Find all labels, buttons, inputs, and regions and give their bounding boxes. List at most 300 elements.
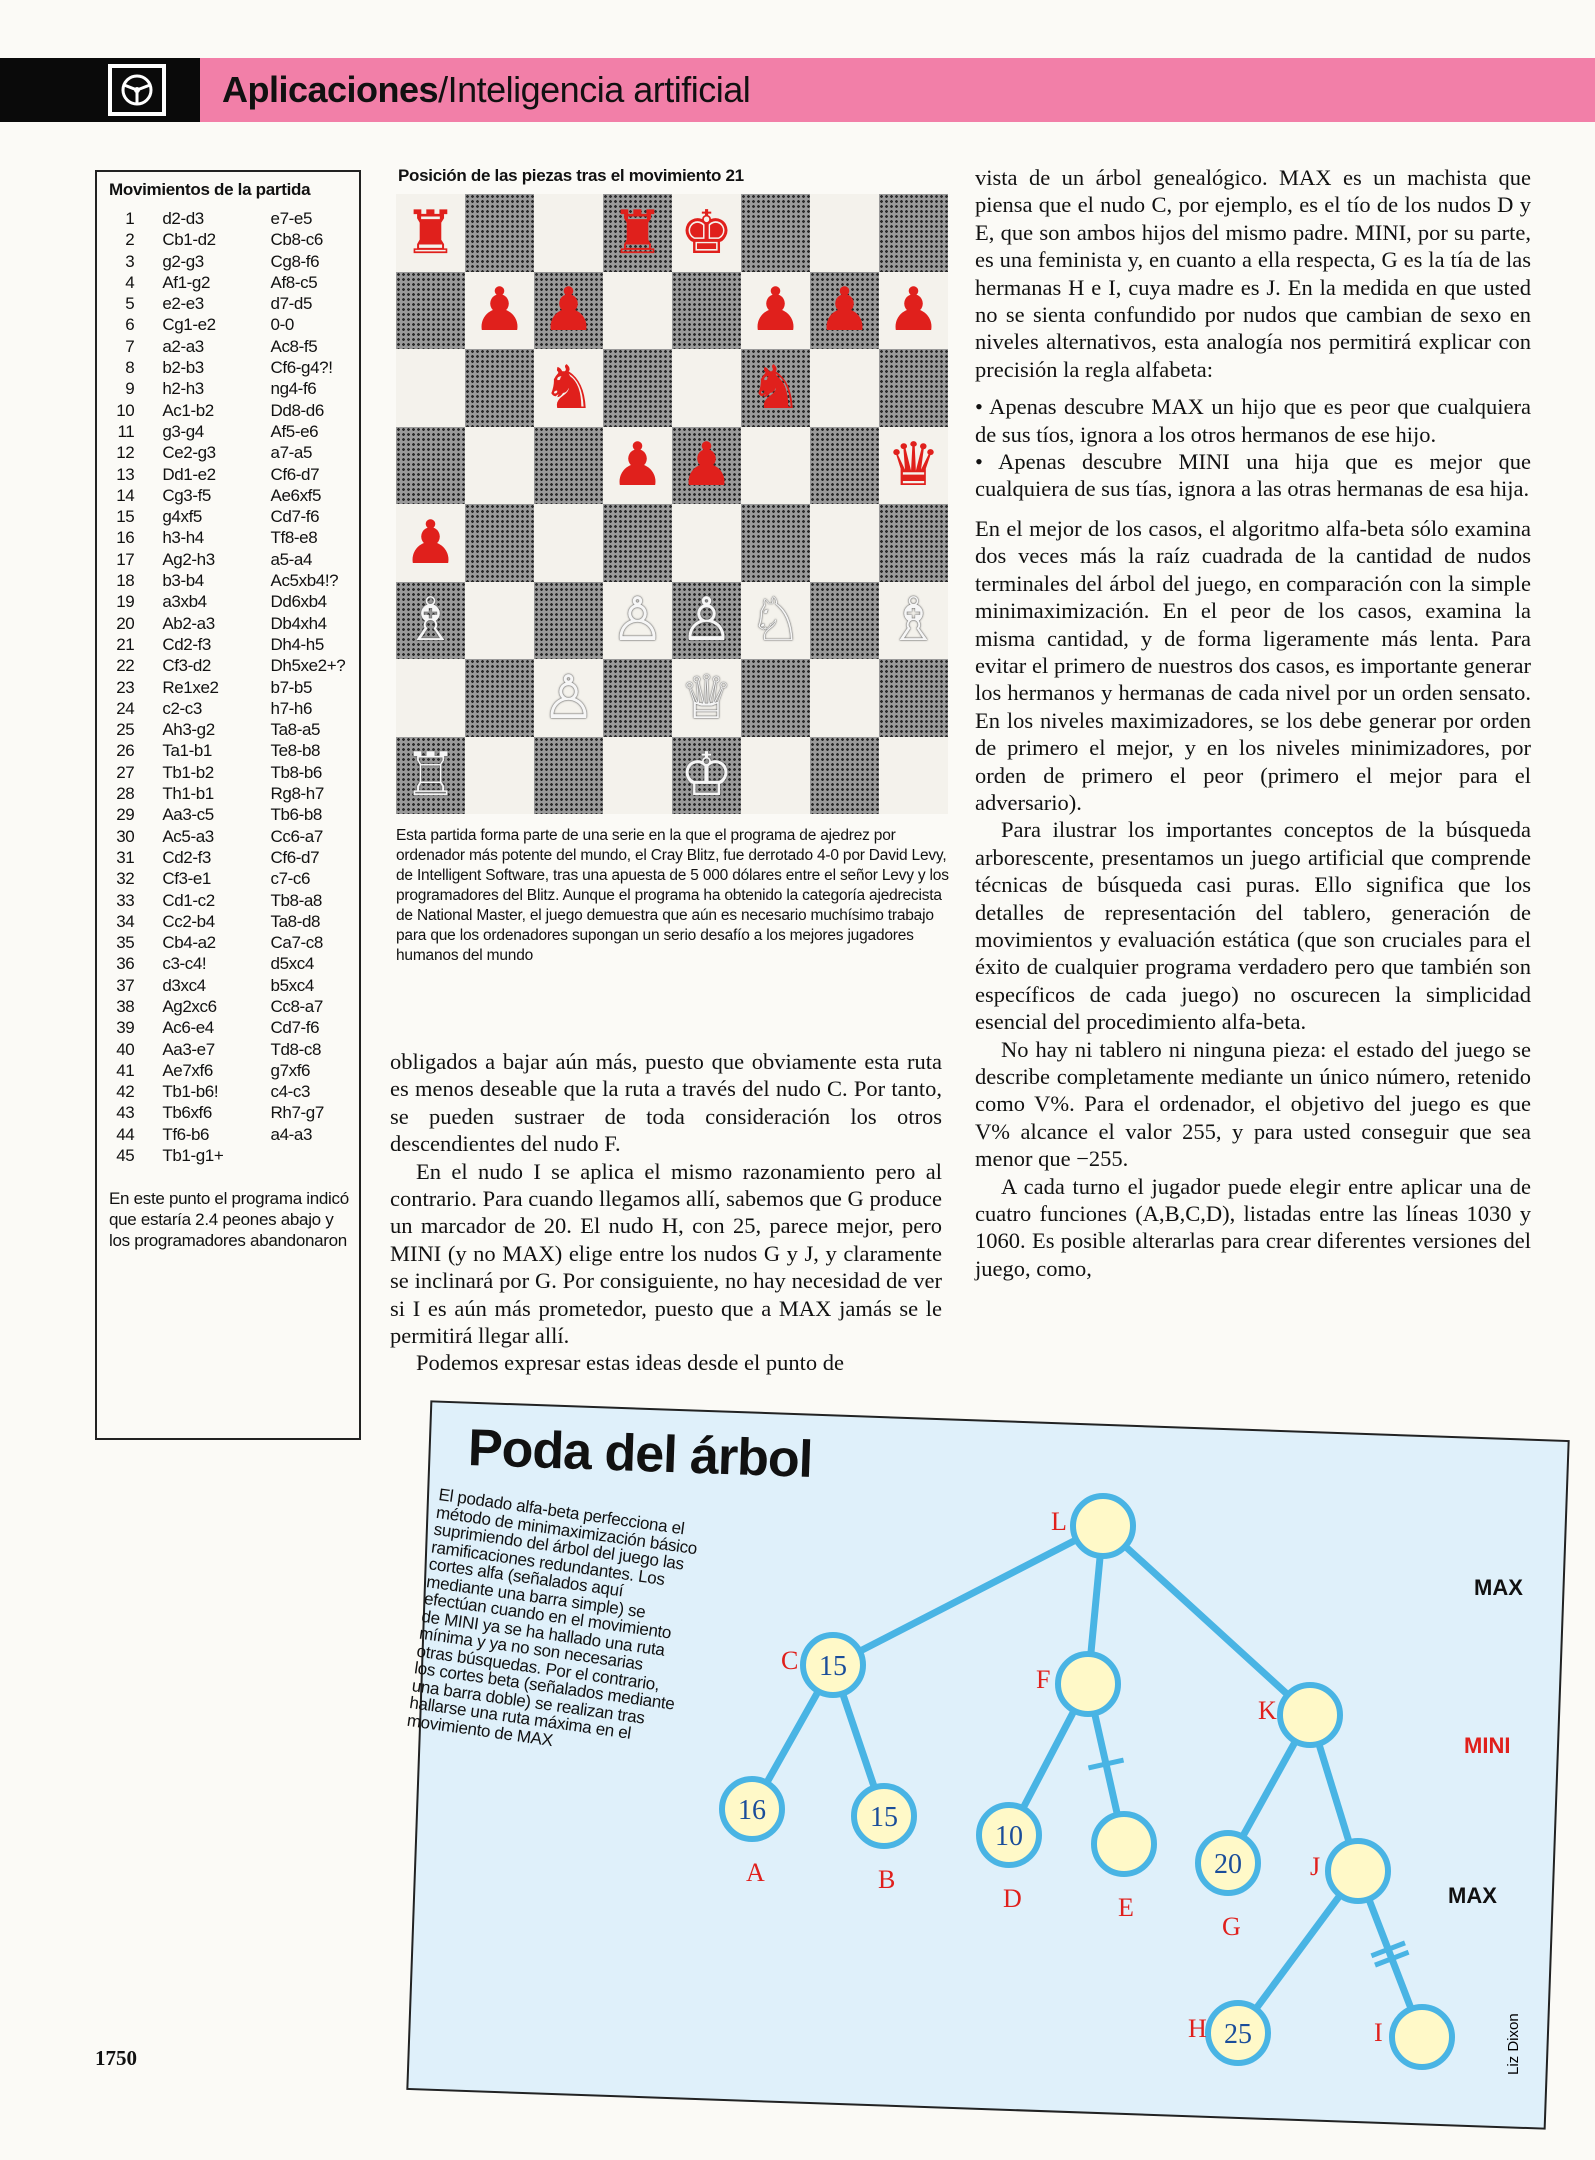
white-move: Cc2-b4	[162, 911, 215, 931]
white-move: c3-c4!	[162, 954, 207, 974]
black-move: Cf6-d7	[270, 464, 320, 484]
move-row	[97, 698, 359, 719]
move-row	[97, 783, 359, 804]
white-move: g4xf5	[162, 507, 202, 527]
move-number: 4	[125, 272, 135, 292]
black-move: Te8-b8	[270, 741, 321, 761]
chess-piece: ♞	[541, 352, 596, 423]
move-row	[97, 826, 359, 847]
black-move: h7-h6	[270, 698, 312, 718]
board-square	[603, 504, 672, 582]
chess-piece: ♟	[610, 430, 665, 501]
board-square	[741, 659, 810, 737]
black-move: a5-a4	[270, 549, 312, 569]
move-number: 11	[117, 421, 135, 441]
chess-piece: ♜	[403, 197, 458, 268]
white-move: Re1xe2	[162, 677, 219, 697]
move-row	[97, 1039, 359, 1060]
board-square	[534, 349, 603, 427]
move-number: 33	[116, 890, 135, 910]
board-square	[534, 582, 603, 660]
steering-wheel-icon	[108, 64, 166, 116]
black-move: Cc6-a7	[270, 826, 323, 846]
move-number: 25	[116, 720, 135, 740]
move-number: 27	[116, 762, 135, 782]
chess-piece: ♙	[610, 585, 665, 656]
black-move: 0-0	[270, 315, 294, 335]
move-number: 28	[116, 784, 135, 804]
board-square	[810, 659, 879, 737]
board-square	[603, 737, 672, 815]
board-square	[810, 272, 879, 350]
move-row	[97, 1145, 359, 1166]
node-label: B	[878, 1865, 896, 1894]
move-number: 5	[125, 294, 135, 314]
move-row	[97, 953, 359, 974]
move-row	[97, 357, 359, 378]
move-number: 41	[116, 1060, 135, 1080]
move-number: 35	[116, 933, 135, 953]
board-square	[534, 737, 603, 815]
white-move: c2-c3	[162, 698, 202, 718]
black-move: a4-a3	[270, 1124, 312, 1144]
board-square	[465, 659, 534, 737]
white-move: b3-b4	[162, 571, 204, 591]
black-move: Af8-c5	[270, 272, 318, 292]
chess-piece: ♙	[541, 662, 596, 733]
tree-edge	[833, 1526, 1103, 1665]
node-value: 10	[995, 1821, 1023, 1852]
white-move: Cg1-e2	[162, 315, 216, 335]
chess-piece: ♟	[748, 275, 803, 346]
board-square	[879, 737, 948, 815]
black-move: Tb6-b8	[270, 805, 322, 825]
chess-piece: ♟	[886, 275, 941, 346]
move-row	[97, 464, 359, 485]
black-move: Cd7-f6	[270, 507, 320, 527]
black-move: Ca7-c8	[270, 933, 323, 953]
node-value: 16	[738, 1795, 766, 1826]
board-square	[603, 427, 672, 505]
board-square	[465, 582, 534, 660]
move-row	[97, 719, 359, 740]
white-move: Tb1-b6!	[162, 1082, 219, 1102]
white-move: d3xc4	[162, 975, 206, 995]
white-move: Dd1-e2	[162, 464, 216, 484]
tree-node	[1392, 2007, 1452, 2067]
move-number: 12	[116, 443, 135, 463]
paragraph: Para ilustrar los importantes conceptos de la búsqueda arborescente, presentamos un juego artificial que comprende técnicas de búsqueda casi puras. Ello significa que los detalles de representación del tablero, generación de movimientos y evaluación estática (que son cruciales para el éxito de cualquier programa verdadero pero que también son específicos de cada juego) no oscurecen la simplicidad esencial del procedimiento alfa-beta.	[975, 817, 1531, 1035]
black-move: Ac5xb4!?	[270, 571, 339, 591]
black-move: Ac8-f5	[270, 336, 318, 356]
black-move: b5xc4	[270, 975, 314, 995]
node-value: 25	[1224, 2019, 1252, 2050]
board-square	[465, 349, 534, 427]
tree-title: Poda del árbol	[467, 1419, 814, 1489]
move-row	[97, 762, 359, 783]
move-row	[97, 677, 359, 698]
black-move: e7-e5	[270, 209, 312, 228]
board-square	[465, 737, 534, 815]
black-move: Tf8-e8	[270, 528, 318, 548]
white-move: Ae7xf6	[162, 1060, 213, 1080]
board-square	[810, 504, 879, 582]
move-row	[97, 421, 359, 442]
node-label: K	[1258, 1696, 1277, 1725]
black-move: Rh7-g7	[270, 1103, 324, 1123]
level-label: MAX	[1474, 1575, 1523, 1600]
move-row	[97, 485, 359, 506]
board-square	[810, 582, 879, 660]
board-square	[534, 194, 603, 272]
chess-piece: ♕	[679, 662, 734, 733]
move-row	[97, 804, 359, 825]
black-move: Cg8-f6	[270, 251, 320, 271]
move-number: 29	[116, 805, 135, 825]
node-label: H	[1188, 2014, 1207, 2043]
move-number: 14	[116, 485, 135, 505]
board-square	[672, 427, 741, 505]
black-move: Tb8-b6	[270, 762, 322, 782]
black-move: Ta8-d8	[270, 911, 321, 931]
white-move: Ah3-g2	[162, 720, 215, 740]
chess-piece: ♛	[886, 430, 941, 501]
move-number: 17	[116, 549, 135, 569]
board-square	[396, 737, 465, 815]
paragraph: En el mejor de los casos, el algoritmo alfa-beta sólo examina dos veces más la raíz cuadrada de la cantidad de nudos terminales del árbol del juego, en comparación con la simple minimaximización. En el peor de los casos, examina la misma cantidad, y de forma ligeramente más lenta. Para evitar el primero de nuestros dos casos, es importante generar los hermanos y hermanas de cada nivel por un orden sensato. En los niveles maximizadores, se los debe generar por orden de primero el mejor, y en los niveles minimizadores, por orden de primero el peor (primero el mejor para el adversario).	[975, 515, 1531, 815]
move-row	[97, 932, 359, 953]
white-move: Tb6xf6	[162, 1103, 212, 1123]
middle-column-text	[390, 1048, 942, 1377]
white-move: Ag2-h3	[162, 549, 215, 569]
board-square	[672, 504, 741, 582]
board-square	[879, 194, 948, 272]
black-move: ng4-f6	[270, 379, 317, 399]
white-move: Cd2-f3	[162, 634, 211, 654]
tree-edge	[1103, 1526, 1310, 1715]
white-move: Ab2-a3	[162, 613, 215, 633]
move-number: 37	[116, 975, 135, 995]
move-row	[97, 740, 359, 761]
move-row	[97, 527, 359, 548]
move-number: 9	[125, 379, 135, 399]
game-tree	[400, 1420, 1570, 2110]
move-number: 20	[116, 613, 135, 633]
black-move: Ae6xf5	[270, 485, 322, 505]
board-square	[741, 272, 810, 350]
white-move: Th1-b1	[162, 784, 214, 804]
black-move: g7xf6	[270, 1060, 311, 1080]
move-row	[97, 400, 359, 421]
move-number: 43	[116, 1103, 135, 1123]
node-value: 15	[819, 1651, 847, 1682]
board-square	[396, 272, 465, 350]
move-row	[97, 847, 359, 868]
white-move: h2-h3	[162, 379, 204, 399]
black-move: Dh4-h5	[270, 634, 324, 654]
chess-piece: ♞	[748, 352, 803, 423]
white-move: Cd1-c2	[162, 890, 215, 910]
page-number: 1750	[95, 2046, 137, 2070]
move-row	[97, 634, 359, 655]
move-row	[97, 549, 359, 570]
white-move: Tb1-b2	[162, 762, 214, 782]
white-move: Cf3-d2	[162, 656, 211, 676]
node-label: I	[1374, 2018, 1383, 2047]
board-square	[396, 427, 465, 505]
chess-piece: ♟	[817, 275, 872, 346]
board-square	[396, 194, 465, 272]
move-row	[97, 336, 359, 357]
chess-piece: ♜	[610, 197, 665, 268]
board-square	[672, 737, 741, 815]
board-square	[465, 194, 534, 272]
board-square	[465, 272, 534, 350]
move-row	[97, 272, 359, 293]
paragraph: En el nudo I se aplica el mismo razonamiento pero al contrario. Para cuando llegamos allí, sabemos que G produce un marcador de 20. El nudo H, con 25, parece mejor, pero MINI (y no MAX) elige entre los nudos G y J, y claramente se inclinará por G. Por consiguiente, no hay necesidad de ver si I es aún más prometedor, puesto que a MAX jamás se le permitirá llegar allí.	[390, 1158, 942, 1349]
board-square	[741, 582, 810, 660]
board-square	[534, 659, 603, 737]
node-label: D	[1003, 1884, 1022, 1913]
move-number: 10	[116, 400, 135, 420]
board-square	[672, 194, 741, 272]
white-move: Ta1-b1	[162, 741, 212, 761]
board-square	[396, 504, 465, 582]
board-square	[810, 427, 879, 505]
move-number: 30	[116, 826, 135, 846]
chess-piece: ♗	[886, 585, 941, 656]
move-number: 39	[116, 1018, 135, 1038]
header-black-block	[0, 58, 200, 122]
move-row	[97, 208, 359, 229]
chess-board	[396, 194, 948, 814]
black-move: b7-b5	[270, 677, 312, 697]
move-number: 36	[116, 954, 135, 974]
black-move: Dd8-d6	[270, 400, 324, 420]
tree-node	[1328, 1841, 1388, 1901]
board-square	[534, 504, 603, 582]
white-move: a3xb4	[162, 592, 207, 612]
board-square	[465, 504, 534, 582]
move-row	[97, 314, 359, 335]
chess-piece: ♔	[679, 740, 734, 811]
move-number: 32	[116, 869, 135, 889]
move-number: 23	[116, 677, 135, 697]
moves-table	[95, 170, 361, 1440]
tree-node	[1073, 1496, 1133, 1556]
move-number: 3	[125, 251, 135, 271]
white-move: Ac5-a3	[162, 826, 214, 846]
move-row	[97, 975, 359, 996]
black-move: Dh5xe2+?	[270, 656, 346, 676]
tree-diagram-box	[400, 1420, 1570, 2110]
chess-piece: ♚	[679, 197, 734, 268]
move-number: 42	[116, 1082, 135, 1102]
move-row	[97, 890, 359, 911]
node-label: E	[1118, 1893, 1134, 1922]
move-number: 38	[116, 996, 135, 1016]
white-move: g3-g4	[162, 421, 204, 441]
chess-piece: ♖	[403, 740, 458, 811]
chess-piece: ♟	[541, 275, 596, 346]
board-square	[879, 272, 948, 350]
move-number: 34	[116, 911, 135, 931]
bullet-item: • Apenas descubre MINI una hija que es mejor que cualquiera de sus tías, ignora a las otras hermanas de esa hija.	[975, 449, 1531, 502]
chess-piece: ♘	[748, 585, 803, 656]
move-row	[97, 1081, 359, 1102]
white-move: a2-a3	[162, 336, 204, 356]
move-row	[97, 570, 359, 591]
white-move: Aa3-e7	[162, 1039, 215, 1059]
board-square	[672, 659, 741, 737]
move-number: 1	[125, 209, 135, 228]
chess-piece: ♙	[679, 585, 734, 656]
move-row	[97, 911, 359, 932]
paragraph: Podemos expresar estas ideas desde el punto de	[416, 1350, 845, 1376]
node-label: J	[1310, 1852, 1321, 1881]
moves-note: En este punto el programa indicó que estaría 2.4 peones abajo y los programadores abandonaron	[109, 1189, 349, 1251]
move-number: 13	[116, 464, 135, 484]
move-number: 7	[125, 336, 135, 356]
move-row	[97, 1060, 359, 1081]
black-move: d7-d5	[270, 294, 312, 314]
move-number: 2	[125, 230, 135, 250]
white-move: Cb4-a2	[162, 933, 216, 953]
white-move: Tb1-g1+	[162, 1146, 224, 1166]
move-row	[97, 378, 359, 399]
move-number: 6	[125, 315, 135, 335]
white-move: e2-e3	[162, 294, 204, 314]
white-move: Ag2xc6	[162, 996, 217, 1016]
move-row	[97, 1017, 359, 1038]
move-row	[97, 293, 359, 314]
board-square	[396, 659, 465, 737]
move-number: 21	[116, 634, 135, 654]
level-label: MINI	[1464, 1733, 1511, 1758]
white-move: Cf3-e1	[162, 869, 211, 889]
black-move	[271, 1145, 359, 1166]
move-row	[97, 229, 359, 250]
black-move: Cb8-c6	[270, 230, 323, 250]
move-number: 26	[116, 741, 135, 761]
board-square	[879, 349, 948, 427]
move-number: 22	[116, 656, 135, 676]
level-label: MAX	[1448, 1883, 1497, 1908]
paragraph: No hay ni tablero ni ninguna pieza: el estado del juego se describe completamente mediante un único número, retenido como V%. Para el ordenador, el objetivo del juego es que V% alcance el valor 255, y para usted conseguir que sea menor que −255.	[975, 1036, 1531, 1172]
tree-node	[1058, 1654, 1118, 1714]
chess-piece: ♟	[472, 275, 527, 346]
board-square	[672, 582, 741, 660]
node-label: F	[1036, 1665, 1051, 1694]
move-number: 8	[125, 358, 135, 378]
right-column-text	[975, 164, 1531, 1282]
white-move: Cb1-d2	[162, 230, 216, 250]
board-square	[603, 659, 672, 737]
white-move: d2-d3	[162, 209, 204, 228]
white-move: Ac1-b2	[162, 400, 214, 420]
board-square	[396, 582, 465, 660]
black-move: a7-a5	[270, 443, 312, 463]
move-row	[97, 442, 359, 463]
board-square	[741, 427, 810, 505]
board-square	[603, 194, 672, 272]
bullet-item: • Apenas descubre MAX un hijo que es peor que cualquiera de sus tíos, ignora a los otros hermanos de ese hijo.	[975, 394, 1531, 447]
black-move: Cd7-f6	[270, 1018, 320, 1038]
move-row	[97, 1102, 359, 1123]
board-square	[741, 504, 810, 582]
board-square	[603, 272, 672, 350]
illustrator-credit: Liz Dixon	[1505, 2013, 1522, 2075]
black-move: Db4xh4	[270, 613, 327, 633]
black-move: Af5-e6	[270, 421, 319, 441]
move-row	[97, 506, 359, 527]
board-square	[672, 272, 741, 350]
board-title: Posición de las piezas tras el movimiento 21	[398, 166, 744, 185]
move-row	[97, 868, 359, 889]
move-number: 44	[116, 1124, 135, 1144]
white-move: h3-h4	[162, 528, 204, 548]
move-number: 45	[116, 1146, 135, 1166]
black-move: Tb8-a8	[270, 890, 322, 910]
move-row	[97, 591, 359, 612]
board-square	[810, 349, 879, 427]
paragraph: vista de un árbol genealógico. MAX es un machista que piensa que el nudo C, por ejemplo, es el tío de los nudos D y E, que son ambos hijos del mismo padre. MINI, por su parte, es una feminista y, en cuanto a ella respecta, G es la tía de las hermanas H e I, cuya madre es J. En la medida en que usted no se sienta confundido por nudos que cambian de sexo en niveles alternativos, esta analogía nos permitirá explicar con precisión la regla alfabeta:	[975, 165, 1531, 382]
board-square	[810, 737, 879, 815]
board-square	[741, 349, 810, 427]
board-square	[534, 272, 603, 350]
black-move: Cf6-d7	[270, 847, 320, 867]
white-move: Ce2-g3	[162, 443, 216, 463]
tree-description: El podado alfa-beta perfecciona el método de minimaximización básico suprimiendo del árbol del juego las ramificaciones redundantes. Los cortes alfa (señalados aquí mediante una barra simple) se efectúan cuando en el movimiento de MINI ya se ha hallado una ruta mínima y ya no son necesarias otras búsquedas. Por el contrario, los cortes beta (señalados mediante una barra doble) se realizan tras hallarse una ruta máxima en el movimiento de MAX	[405, 1485, 699, 1750]
white-move: Cd2-f3	[162, 847, 211, 867]
node-label: G	[1222, 1912, 1241, 1941]
board-square	[465, 427, 534, 505]
node-label: L	[1051, 1507, 1067, 1536]
move-row	[97, 655, 359, 676]
node-value: 15	[870, 1802, 898, 1833]
board-square	[879, 427, 948, 505]
paragraph: A cada turno el jugador puede elegir entre aplicar una de cuatro funciones (A,B,C,D), listadas entre las líneas 1030 y 1060. Es posible alterarlas para crear diferentes versiones del juego, como,	[975, 1173, 1531, 1281]
board-square	[879, 504, 948, 582]
chess-piece: ♟	[679, 430, 734, 501]
black-move: Cc8-a7	[270, 996, 323, 1016]
move-number: 19	[116, 592, 135, 612]
tree-node	[1094, 1814, 1154, 1874]
chess-piece: ♟	[403, 507, 458, 578]
node-label: A	[746, 1858, 765, 1887]
white-move: g2-g3	[162, 251, 204, 271]
black-move: Dd6xb4	[270, 592, 327, 612]
move-row	[97, 1124, 359, 1145]
move-row	[97, 613, 359, 634]
board-square	[603, 582, 672, 660]
node-value: 20	[1214, 1849, 1242, 1880]
white-move: Cg3-f5	[162, 485, 211, 505]
white-move: Af1-g2	[162, 272, 211, 292]
board-square	[879, 659, 948, 737]
black-move: Td8-c8	[270, 1039, 322, 1059]
white-move: Ac6-e4	[162, 1018, 214, 1038]
black-move: Ta8-a5	[270, 720, 321, 740]
tree-node	[1280, 1685, 1340, 1745]
move-row	[97, 251, 359, 272]
black-move: c4-c3	[270, 1082, 311, 1102]
moves-title: Movimientos de la partida	[109, 180, 311, 199]
board-caption: Esta partida forma parte de una serie en la que el programa de ajedrez por ordenador más potente del mundo, el Cray Blitz, fue derrotado 4-0 por David Levy, de Intelligent Software, tras una apuesta de 5 000 dólares entre el señor Levy y los programadores del Blitz. Aunque el programa ha obtenido la categoría ajedrecista de National Master, el juego demuestra que aún es necesario muchísimo trabajo para que los ordenadores supongan un serio desafío a los mejores jugadores humanos del mundo	[396, 827, 949, 964]
move-number: 15	[116, 507, 135, 527]
move-row	[97, 996, 359, 1017]
black-move: Cf6-g4?!	[270, 358, 333, 378]
